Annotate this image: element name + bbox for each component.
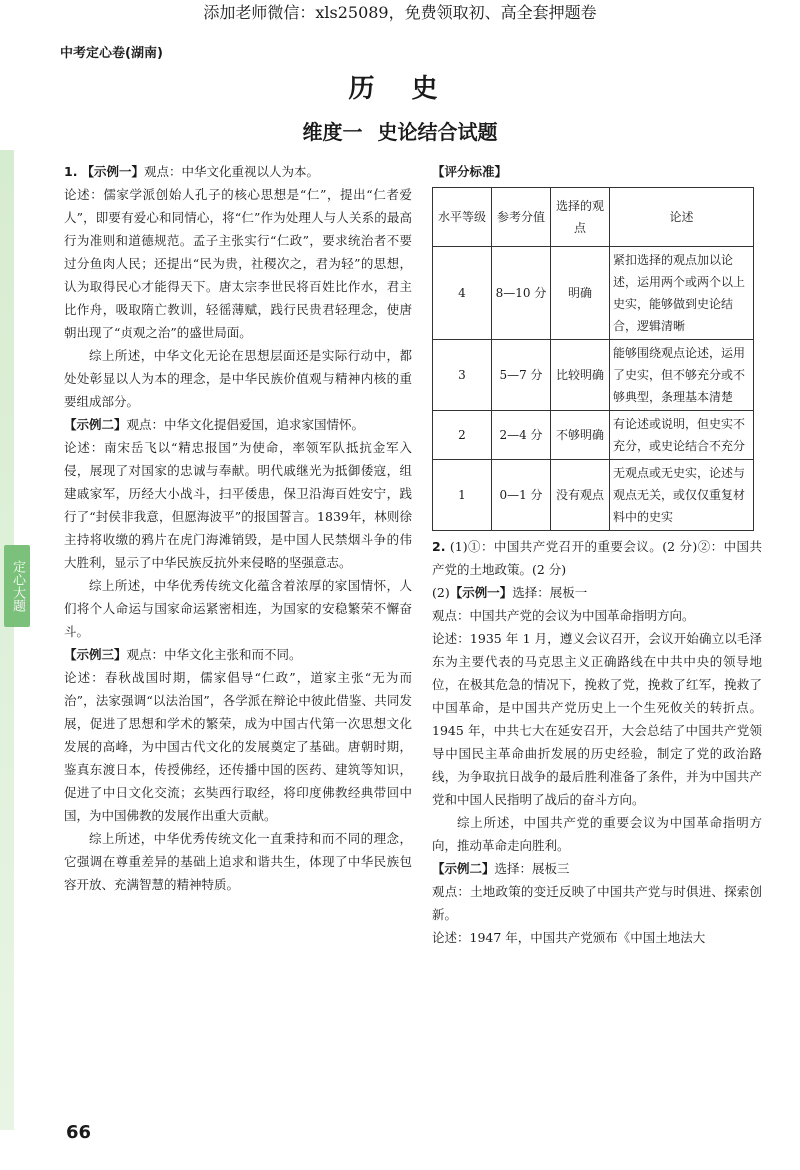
table-row xyxy=(433,340,754,411)
example-tag: 【示例二】 xyxy=(432,861,495,876)
side-decoration-strip xyxy=(0,150,14,1130)
table-cell: 4 xyxy=(433,247,492,340)
q2-example2-view: 观点：土地政策的变迁反映了中国共产党与时俱进、探索创新。 xyxy=(432,884,762,922)
table-header-row xyxy=(433,188,754,247)
table-header: 参考分值 xyxy=(492,188,551,247)
q1-example3-view xyxy=(64,643,412,666)
table-cell: 1 xyxy=(433,460,492,531)
question-number: 2. xyxy=(432,539,446,554)
scoring-label: 【评分标准】 xyxy=(432,164,508,179)
q1-example2-summary: 综上所述，中华优秀传统文化蕴含着浓厚的家国情怀，人们将个人命运与国家命运紧密相连，为国家的安稳繁荣不懈奋斗。 xyxy=(64,578,412,639)
q2-example2-argument: 论述：1947 年，中国共产党颁布《中国土地法大 xyxy=(432,930,706,945)
table-cell: 比较明确 xyxy=(551,340,610,411)
table-header: 选择的观点 xyxy=(551,188,610,247)
q1-example3-summary: 综上所述，中华优秀传统文化一直秉持和而不同的理念，它强调在尊重差异的基础上追求和谐共生，体现了中华民族包容开放、充满智慧的精神特质。 xyxy=(64,831,412,892)
example-tag: 【示例三】 xyxy=(64,647,127,662)
table-cell: 5—7 分 xyxy=(492,340,551,411)
table-cell: 3 xyxy=(433,340,492,411)
part-prefix: (2) xyxy=(432,585,450,600)
q1-example1-summary: 综上所述，中华文化无论在思想层面还是实际行动中，都处处彰显以人为本的理念，是中华民族价值观与精神内核的重要组成部分。 xyxy=(64,348,412,409)
page-title: 历 史 xyxy=(348,74,452,104)
table-cell: 能够围绕观点论述，运用了史实，但不够充分或不够典型，条理基本清楚 xyxy=(610,340,754,411)
q2-example1-summary: 综上所述，中国共产党的重要会议为中国革命指明方向，推动革命走向胜利。 xyxy=(432,815,762,853)
q1-example2-view xyxy=(64,413,412,436)
q1-example2-argument: 论述：南宋岳飞以“精忠报国”为使命，率领军队抵抗金军入侵，展现了对国家的忠诚与奉献。明代戚继光为抵御倭寇，组建戚家军，历经大小战斗，扫平倭患，保卫沿海百姓安宁，践行了“封侯非我意，但愿海波平”的报国誓言。1839年，林则徐主持将收缴的鸦片在虎门海滩销毁，是中国人民禁烟斗争的伟大胜利，显示了中华民族反抗外来侵略的坚强意志。 xyxy=(64,440,412,570)
choice-text: 选择：展板三 xyxy=(494,861,570,876)
q1-example1-view xyxy=(64,160,412,183)
table-cell: 2 xyxy=(433,411,492,460)
table-cell: 无观点或无史实，论述与观点无关，或仅仅重复材料中的史实 xyxy=(610,460,754,531)
table-cell: 明确 xyxy=(551,247,610,340)
table-cell: 2—4 分 xyxy=(492,411,551,460)
table-row xyxy=(433,411,754,460)
table-header: 水平等级 xyxy=(433,188,492,247)
page-subtitle: 维度一 史论结合试题 xyxy=(302,120,498,144)
q2-part1 xyxy=(432,535,762,581)
q2-example1-view: 观点：中国共产党的会议为中国革命指明方向。 xyxy=(432,608,695,623)
scoring-table xyxy=(432,187,754,531)
example-tag: 【示例一】 xyxy=(81,164,144,179)
right-column xyxy=(432,160,762,949)
q1-example3-argument: 论述：春秋战国时期，儒家倡导“仁政”，道家主张“无为而治”，法家强调“以法治国”，各学派在辩论中彼此借鉴、共同发展，促进了思想和学术的繁荣，成为中国古代第一次思想文化发展的高峰，为中国古代文化的发展奠定了基础。唐朝时期，鉴真东渡日本，传授佛经，还传播中国的医药、建筑等知识，促进了中日文化交流；玄奘西行取经，将印度佛教经典带回中国，为中国佛教的发展作出重大贡献。 xyxy=(64,670,412,823)
q2-example2-choice xyxy=(432,857,762,880)
viewpoint-text: 观点：中华文化提倡爱国，追求家国情怀。 xyxy=(126,417,365,432)
choice-text: 选择：展板一 xyxy=(512,585,588,600)
top-banner: 添加老师微信：xls25089，免费领取初、高全套押题卷 xyxy=(203,3,597,22)
table-row xyxy=(433,460,754,531)
table-cell: 8—10 分 xyxy=(492,247,551,340)
q2-example1-argument: 论述：1935 年 1 月，遵义会议召开，会议开始确立以毛泽东为主要代表的马克思主义正确路线在中共中央的领导地位，在极其危急的情况下，挽救了党，挽救了红军，挽救了中国革命，是中国共产党历史上一个生死攸关的转折点。1945 年，中共七大在延安召开，大会总结了中国共产党领导中国民主革命曲折发展的历史经验，制定了党的政治路线，为争取抗日战争的最后胜利准备了条件，并为中国共产党和中国人民指明了战后的奋斗方向。 xyxy=(432,631,762,807)
table-cell: 紧扣选择的观点加以论述，运用两个或两个以上史实，能够做到史论结合，逻辑清晰 xyxy=(610,247,754,340)
table-cell: 0—1 分 xyxy=(492,460,551,531)
viewpoint-text: 观点：中华文化主张和而不同。 xyxy=(126,647,302,662)
viewpoint-text: 观点：中华文化重视以人为本。 xyxy=(143,164,319,179)
table-cell: 没有观点 xyxy=(551,460,610,531)
table-cell: 不够明确 xyxy=(551,411,610,460)
q2-example1-choice xyxy=(432,581,762,604)
page-number: 66 xyxy=(66,1122,92,1143)
table-cell: 有论述或说明，但史实不充分，或史论结合不充分 xyxy=(610,411,754,460)
table-row xyxy=(433,247,754,340)
example-tag: 【示例二】 xyxy=(64,417,127,432)
table-header: 论述 xyxy=(610,188,754,247)
q2-part1-text: (1)①：中国共产党召开的重要会议。(2 分)②：中国共产党的土地政策。(2 分) xyxy=(432,539,762,577)
left-column xyxy=(64,160,412,896)
question-number: 1. xyxy=(64,164,78,179)
q1-example1-argument: 论述：儒家学派创始人孔子的核心思想是“仁”，提出“仁者爱人”，即要有爱心和同情心，将“仁”作为处理人与人关系的最高行为准则和道德规范。孟子主张实行“仁政”，要求统治者不要过分鱼肉人民；还提出“民为贵，社稷次之，君为轻”的思想，认为取得民心才能得天下。唐太宗李世民将百姓比作水，君主比作舟，吸取隋亡教训，轻徭薄赋，践行民贵君轻理念，使唐朝出现了“贞观之治”的盛世局面。 xyxy=(64,187,412,340)
side-section-tab: 定心大题 xyxy=(4,545,30,627)
series-header: 中考定心卷(湖南) xyxy=(60,46,163,61)
example-tag: 【示例一】 xyxy=(449,585,513,600)
